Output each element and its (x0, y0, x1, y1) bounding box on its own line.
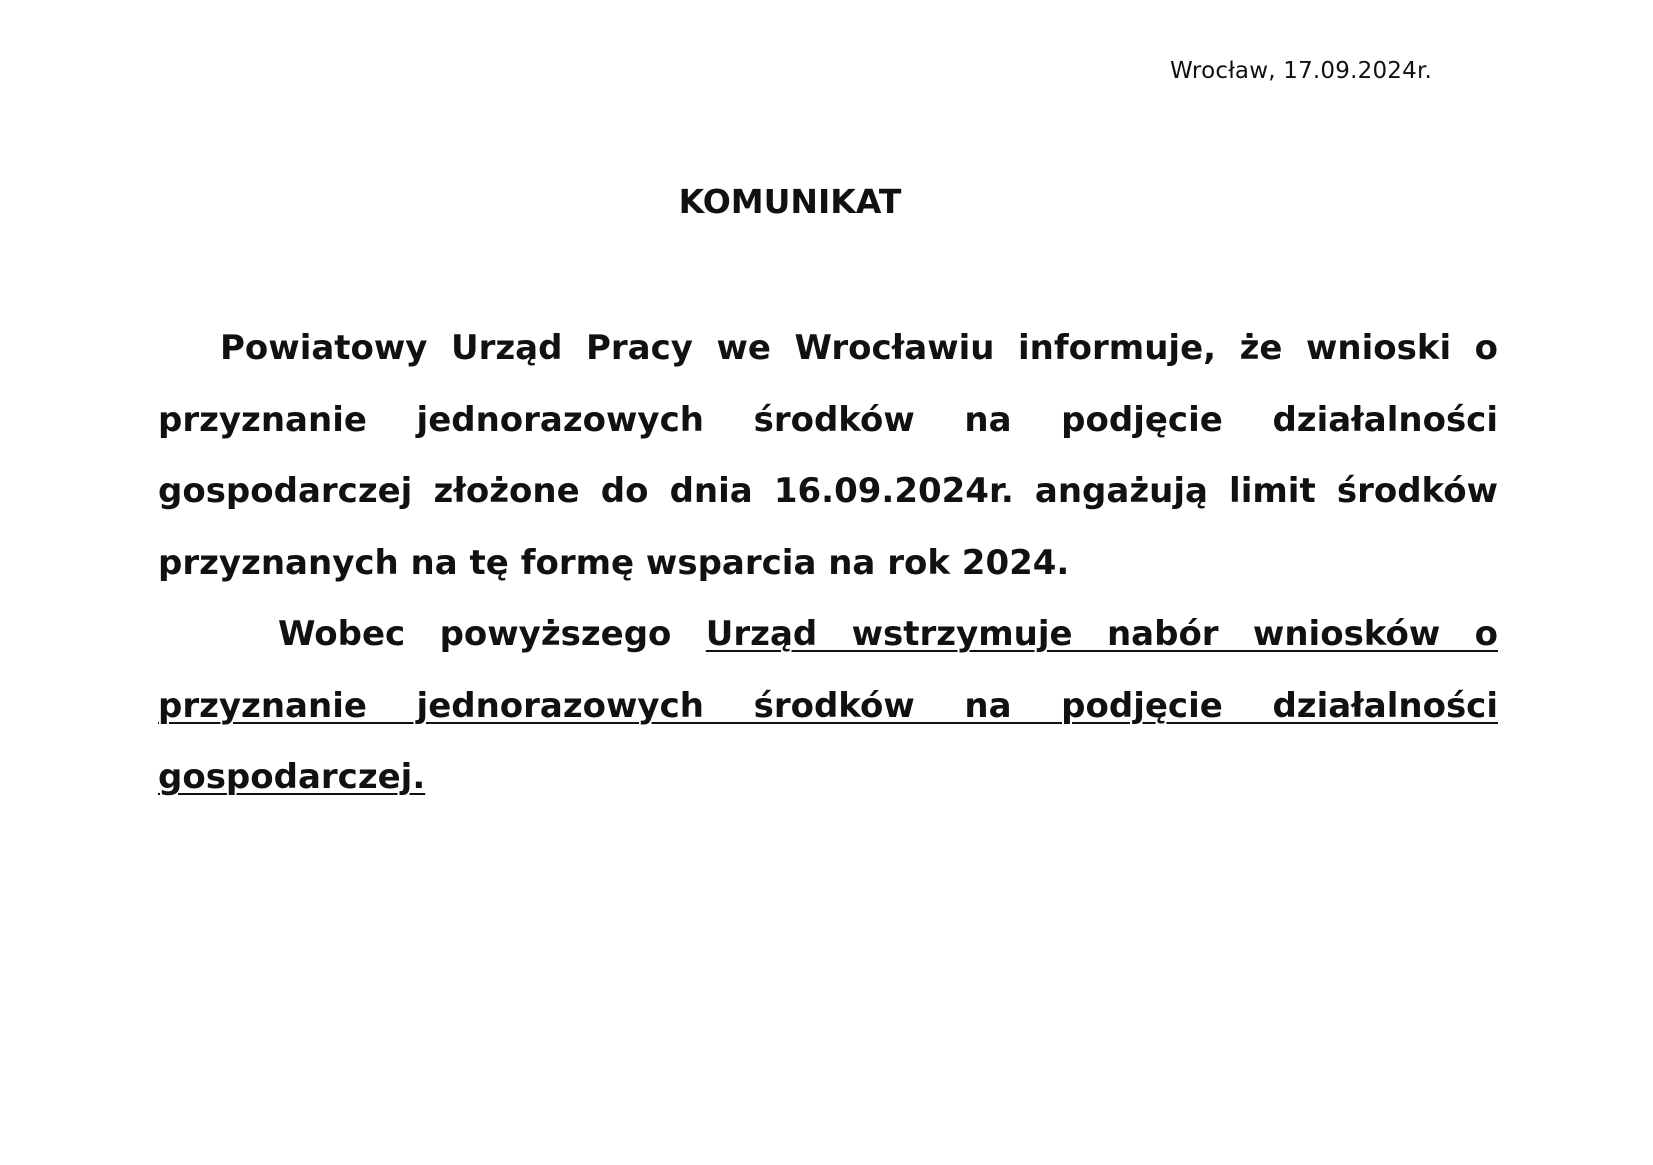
document-body (158, 313, 1498, 814)
suspension-lead-text: Wobec powyższego (278, 614, 706, 654)
suspension-notice-text: Urząd wstrzymuje nabór wniosków o przyznanie jednorazowych środków na podjęcie działalności gospodarczej. (158, 614, 1498, 797)
suspension-paragraph (158, 599, 1498, 814)
place-date: Wrocław, 17.09.2024r. (1170, 58, 1432, 84)
page-title: KOMUNIKAT (678, 182, 902, 221)
announcement-paragraph: Powiatowy Urząd Pracy we Wrocławiu informuje, że wnioski o przyznanie jednorazowych środków na podjęcie działalności gospodarczej złożone do dnia 16.09.2024r. angażują limit środków przyznanych na tę formę wsparcia na rok 2024. (158, 328, 1498, 583)
